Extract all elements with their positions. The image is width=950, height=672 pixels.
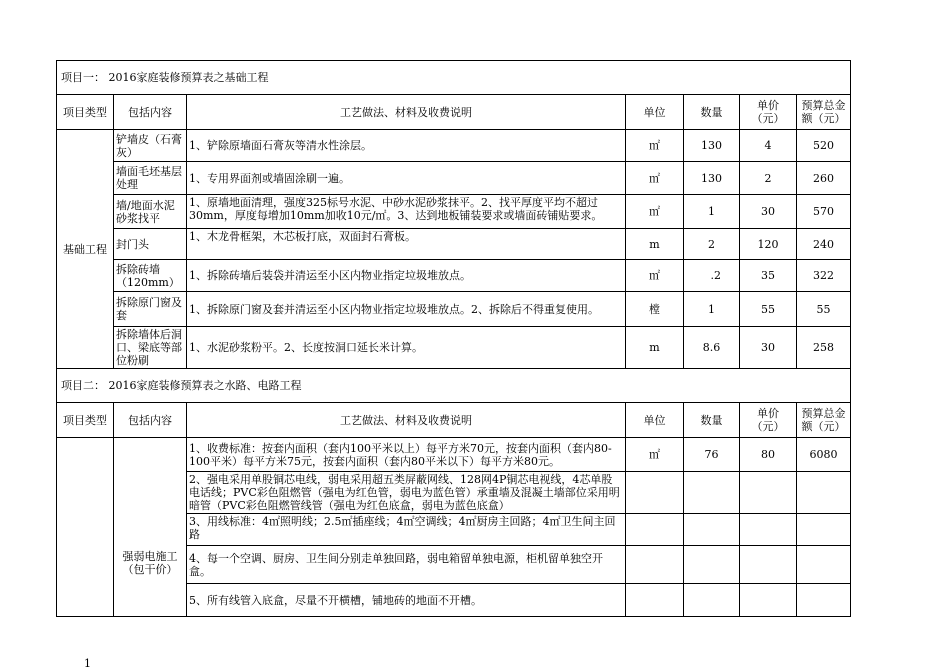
total-cell [797,584,851,617]
qty-cell [684,584,740,617]
unit-cell: 樘 [626,292,684,327]
table-row [57,162,851,195]
price-cell: 120 [740,229,797,260]
total-cell: 258 [797,327,851,369]
desc-cell: 4、每一个空调、厨房、卫生间分别走单独回路，弱电箱留单独电源，柜机留单独空开盒。 [187,546,626,584]
section1-title: 项目一： 2016家庭装修预算表之基础工程 [57,61,851,95]
desc-cell: 1、收费标准：按套内面积（套内100平米以上）每平方米70元，按套内面积（套内80-100平米）每平方米75元，按套内面积（套内80平米以下）每平方米80元。 [187,438,626,472]
price-cell [740,514,797,546]
header-unit: 单位 [626,95,684,130]
total-cell [797,472,851,514]
desc-cell: 3、用线标准：4㎡照明线；2.5㎡插座线；4㎡空调线；4㎡厨房主回路；4㎡卫生间主回路 [187,514,626,546]
page-number: 1 [84,657,91,670]
header-total: 预算总金额（元） [797,403,851,438]
total-cell: 6080 [797,438,851,472]
qty-cell: 130 [684,162,740,195]
header-type: 项目类型 [57,95,114,130]
budget-table [56,60,851,617]
header-content: 包括内容 [114,403,187,438]
section2-title-row [57,369,851,403]
qty-cell: 1 [684,195,740,229]
qty-cell: 8.6 [684,327,740,369]
category-cell-empty [57,438,114,617]
qty-cell: .2 [684,260,740,292]
desc-cell: 1、拆除砖墙后装袋并清运至小区内物业指定垃圾堆放点。 [187,260,626,292]
total-cell: 260 [797,162,851,195]
total-cell: 520 [797,130,851,162]
item-cell: 墙面毛坯基层处理 [114,162,187,195]
price-cell: 80 [740,438,797,472]
item-cell: 拆除原门窗及套 [114,292,187,327]
category-cell: 基础工程 [57,130,114,369]
item-cell: 铲墙皮（石膏灰） [114,130,187,162]
header-description: 工艺做法、材料及收费说明 [187,95,626,130]
qty-cell: 76 [684,438,740,472]
desc-cell: 5、所有线管入底盒，尽量不开横槽，铺地砖的地面不开槽。 [187,584,626,617]
header-type: 项目类型 [57,403,114,438]
table-row [57,260,851,292]
price-cell: 30 [740,195,797,229]
header-price: 单价 （元） [740,403,797,438]
total-cell [797,514,851,546]
total-cell: 55 [797,292,851,327]
section2-title: 项目二： 2016家庭装修预算表之水路、电路工程 [57,369,851,403]
item-cell: 拆除墙体后洞口、梁底等部位粉刷 [114,327,187,369]
table-row [57,438,851,472]
desc-cell: 1、水泥砂浆粉平。2、长度按洞口延长米计算。 [187,327,626,369]
total-cell [797,546,851,584]
header-content: 包括内容 [114,95,187,130]
desc-cell: 1、原墙地面清理，强度325标号水泥、中砂水泥砂浆抹平。2、找平厚度平均不超过30mm，厚度每增加10mm加收10元/㎡。3、达到地板铺装要求或墙面砖铺贴要求。 [187,195,626,229]
item-cell: 强弱电施工（包干价） [114,438,187,617]
price-cell: 2 [740,162,797,195]
header-qty: 数量 [684,95,740,130]
qty-cell: 130 [684,130,740,162]
unit-cell: m [626,229,684,260]
qty-cell [684,514,740,546]
unit-cell: m [626,327,684,369]
item-cell: 墙/地面水泥砂浆找平 [114,195,187,229]
total-cell: 570 [797,195,851,229]
desc-cell: 1、铲除原墙面石膏灰等清水性涂层。 [187,130,626,162]
unit-cell: ㎡ [626,130,684,162]
unit-cell [626,472,684,514]
qty-cell [684,472,740,514]
price-cell [740,546,797,584]
desc-cell: 1、木龙骨框架，木芯板打底，双面封石膏板。 [187,229,626,260]
header-description: 工艺做法、材料及收费说明 [187,403,626,438]
table-row [57,229,851,260]
table-row [57,292,851,327]
price-cell [740,584,797,617]
unit-cell: ㎡ [626,162,684,195]
section1-title-row [57,61,851,95]
unit-cell: ㎡ [626,195,684,229]
table-row [57,327,851,369]
price-cell: 30 [740,327,797,369]
item-cell: 封门头 [114,229,187,260]
price-cell: 4 [740,130,797,162]
section2-header-row [57,403,851,438]
price-cell: 35 [740,260,797,292]
item-cell: 拆除砖墙（120mm） [114,260,187,292]
unit-cell [626,584,684,617]
qty-cell [684,546,740,584]
desc-cell: 2、强电采用单股铜芯电线，弱电采用超五类屏蔽网线、128网4P铜芯电视线，4芯单股电话线；PVC彩色阻燃管（强电为红色管，弱电为蓝色管）承重墙及混凝土墙部位采用明暗管（PVC彩色阻燃管线管（强电为红色底盒，弱电为蓝色底盒） [187,472,626,514]
unit-cell [626,514,684,546]
qty-cell: 2 [684,229,740,260]
price-cell [740,472,797,514]
desc-cell: 1、专用界面剂或墙固涂刷一遍。 [187,162,626,195]
qty-cell: 1 [684,292,740,327]
spreadsheet-sheet [56,60,850,617]
unit-cell [626,546,684,584]
price-cell: 55 [740,292,797,327]
total-cell: 322 [797,260,851,292]
header-price: 单价 （元） [740,95,797,130]
header-unit: 单位 [626,403,684,438]
header-total: 预算总金额（元） [797,95,851,130]
total-cell: 240 [797,229,851,260]
desc-cell: 1、拆除原门窗及套并清运至小区内物业指定垃圾堆放点。2、拆除后不得重复使用。 [187,292,626,327]
unit-cell: ㎡ [626,260,684,292]
header-qty: 数量 [684,403,740,438]
table-row [57,195,851,229]
unit-cell: ㎡ [626,438,684,472]
table-row [57,130,851,162]
section1-header-row [57,95,851,130]
